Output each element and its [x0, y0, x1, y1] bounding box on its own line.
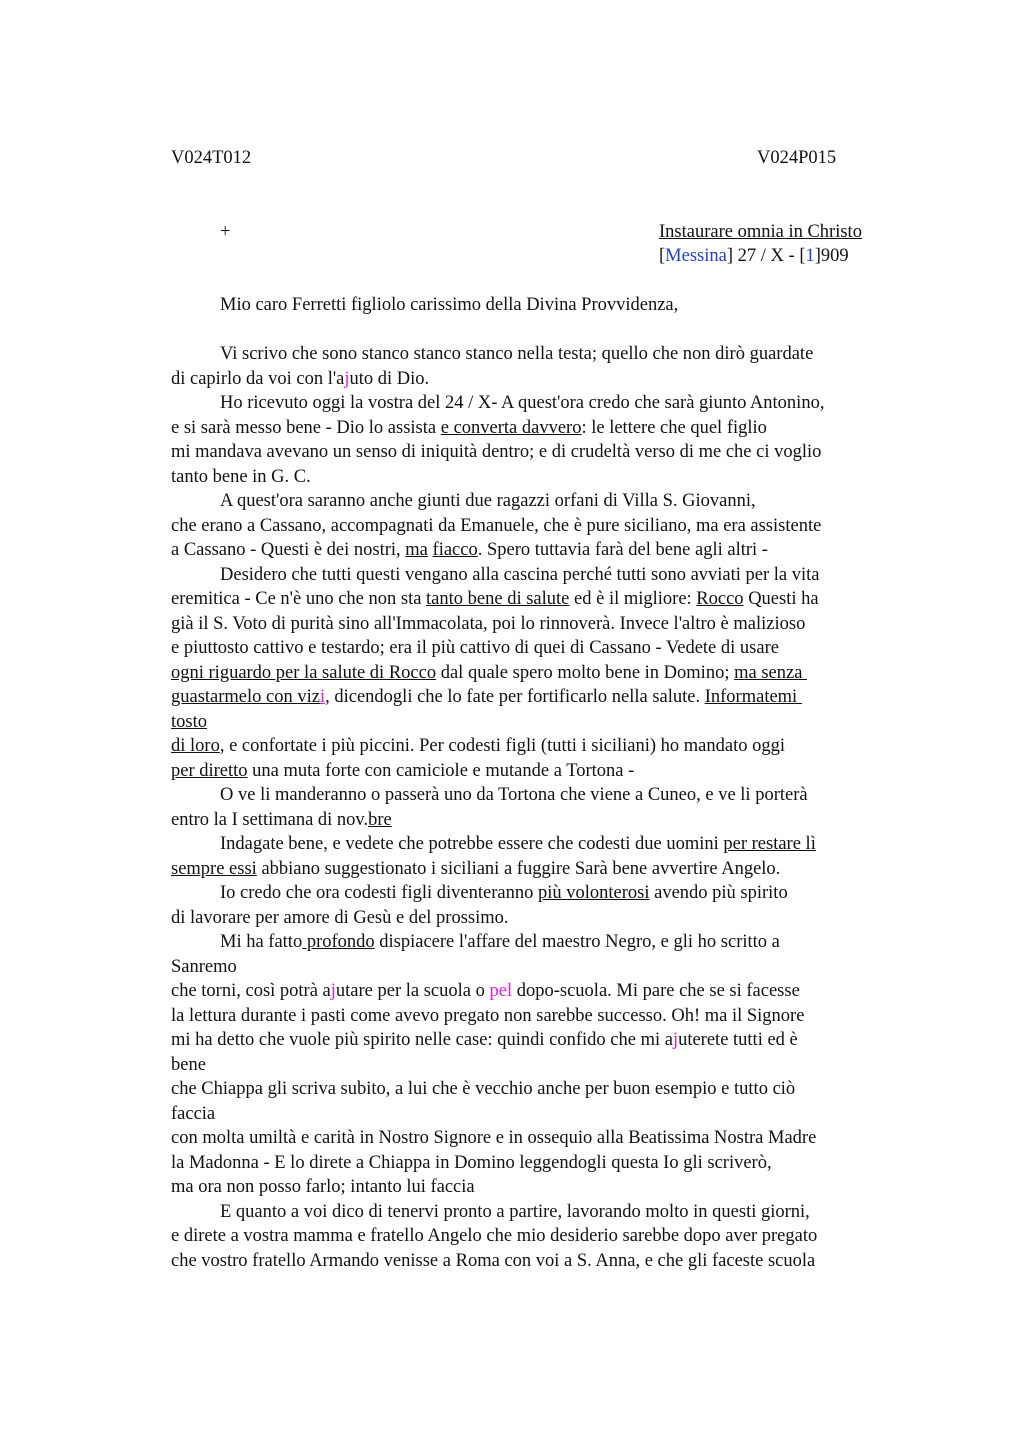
cross-symbol: + — [220, 222, 231, 242]
body-line — [171, 661, 911, 686]
underlined-text: guastarmelo con viz — [171, 687, 320, 707]
body-line: O ve li manderanno o passerà uno da Tortona che viene a Cuneo, e ve li porterà — [220, 785, 808, 805]
letterhead-motto: Instaurare omnia in Christo — [659, 222, 862, 242]
letter-body — [171, 342, 911, 1273]
body-line — [171, 832, 911, 857]
body-line — [171, 979, 911, 1004]
text: . Spero tuttavia farà del bene agli altri - — [477, 540, 768, 560]
text: entro la I settimana di nov. — [171, 809, 369, 830]
text: abbiano suggestionato i siciliani a fuggire Sarà bene avvertire Angelo. — [256, 858, 781, 879]
body-line: bene — [171, 1054, 206, 1075]
body-line — [171, 367, 911, 392]
correction-mark: pel — [489, 981, 513, 1001]
text: Io credo che ora codesti figli diventeranno — [220, 883, 538, 903]
body-line: con molta umiltà e carità in Nostro Signore e in ossequio alla Beatissima Nostra Madre — [171, 1128, 817, 1148]
year-digit: 1 — [805, 246, 815, 266]
body-line: Desidero che tutti questi vengano alla cascina perché tutti sono avviati per la vita — [220, 564, 820, 585]
text: Mi ha fatto — [220, 932, 303, 952]
body-line — [171, 538, 911, 563]
underlined-text: sempre essi — [171, 858, 257, 879]
text: una muta forte con camiciole e mutande a Tortona - — [247, 760, 635, 781]
text: Questi ha — [743, 589, 819, 609]
body-line — [171, 930, 911, 955]
underlined-text: tanto bene di salute — [426, 589, 570, 609]
text: Indagate bene, e vedete che potrebbe essere che codesti due uomini — [220, 834, 724, 854]
text: dispiacere l'affare del maestro Negro, e gli ho scritto a — [374, 932, 780, 952]
body-line — [171, 857, 911, 882]
place-name: Messina — [665, 246, 727, 266]
text: uto di Dio. — [349, 368, 430, 389]
text: avendo più spirito — [649, 883, 788, 903]
body-line: che erano a Cassano, accompagnati da Emanuele, che è pure siciliano, ma era assistente — [171, 515, 822, 536]
place-date: [Messina] 27 / X - [1]909 — [659, 246, 849, 266]
document-code-right: V024P015 — [757, 148, 837, 168]
text: che torni, così potrà a — [171, 981, 331, 1001]
text: e si sarà messo bene - Dio lo assista — [171, 417, 441, 438]
text: mi ha detto che vuole più spirito nelle case: quindi confido che mi a — [171, 1030, 673, 1050]
body-line: A quest'ora saranno anche giunti due ragazzi orfani di Villa S. Giovanni, — [220, 491, 756, 511]
text: dopo-scuola. Mi pare che se si facesse — [512, 981, 800, 1001]
text: , e confortate i più piccini. Per codesti figli (tutti i siciliani) ho mandato oggi — [219, 736, 785, 756]
body-line: che vostro fratello Armando venisse a Roma con voi a S. Anna, e che gli faceste scuola — [171, 1250, 816, 1271]
text: di capirlo da voi con l'a — [171, 368, 345, 389]
body-line: ma ora non posso farlo; intanto lui faccia — [171, 1177, 475, 1197]
body-line: Sanremo — [171, 956, 237, 977]
body-line: già il S. Voto di purità sino all'Immacolata, poi lo rinnoverà. Invece l'altro è malizioso — [171, 613, 806, 634]
text: uterete tutti ed è — [678, 1030, 798, 1050]
underlined-text: fiacco — [432, 540, 478, 560]
text: utare per la scuola o — [335, 981, 490, 1001]
text: eremitica - Ce n'è uno che non sta — [171, 589, 427, 609]
underlined-text: Informatemi — [704, 687, 802, 707]
body-line — [171, 759, 911, 784]
date-part: 27 / X - — [737, 246, 800, 266]
body-line — [171, 416, 911, 441]
document-code-left: V024T012 — [171, 148, 252, 168]
underlined-text: per diretto — [171, 760, 248, 781]
underlined-text: ogni riguardo per la salute di Rocco — [171, 662, 437, 683]
salutation: Mio caro Ferretti figliolo carissimo della Divina Provvidenza, — [220, 295, 679, 315]
text: dal quale spero molto bene in Domino; — [436, 662, 735, 683]
body-line: Vi scrivo che sono stanco stanco stanco nella testa; quello che non dirò guardate — [220, 344, 814, 364]
underlined-text: e converta davvero — [440, 417, 582, 438]
year-rest: 909 — [820, 246, 849, 266]
text: a Cassano - Questi è dei nostri, — [171, 540, 406, 560]
underlined-text: ma senza — [734, 662, 808, 683]
body-line — [171, 881, 911, 906]
correction-mark: j — [672, 1030, 679, 1050]
body-line: tanto bene in G. C. — [171, 466, 311, 487]
body-line — [171, 685, 911, 710]
body-line: e piuttosto cattivo e testardo; era il più cattivo di quei di Cassano - Vedete di usare — [171, 638, 779, 658]
body-line — [171, 587, 911, 612]
body-line: la Madonna - E lo direte a Chiappa in Domino leggendogli questa Io gli scriverò, — [171, 1152, 772, 1173]
body-line: tosto — [171, 711, 207, 732]
correction-mark: j — [330, 981, 336, 1001]
body-line: e direte a vostra mamma e fratello Angelo che mio desiderio sarebbe dopo aver pregato — [171, 1226, 818, 1246]
body-line: che Chiappa gli scriva subito, a lui che è vecchio anche per buon esempio e tutto ciò — [171, 1079, 796, 1099]
underlined-text: ma — [405, 540, 428, 560]
text: , dicendogli che lo fate per fortificarlo nella salute. — [325, 687, 705, 707]
text: ed è il migliore: — [569, 589, 697, 609]
underlined-text: profondo — [302, 932, 375, 952]
body-line: di lavorare per amore di Gesù e del prossimo. — [171, 907, 509, 928]
body-line: faccia — [171, 1103, 216, 1124]
body-line: E quanto a voi dico di tenervi pronto a partire, lavorando molto in questi giorni, — [220, 1201, 810, 1222]
body-line — [171, 808, 911, 833]
underlined-text: per restare lì — [723, 834, 816, 854]
text: : le lettere che quel figlio — [581, 417, 767, 438]
underlined-text: Rocco — [696, 589, 744, 609]
underlined-text: bre — [368, 809, 392, 830]
body-line — [171, 1028, 911, 1053]
body-line: Ho ricevuto oggi la vostra del 24 / X- A quest'ora credo che sarà giunto Antonino, — [220, 393, 825, 413]
underlined-text: più volonterosi — [537, 883, 650, 903]
correction-mark: i — [319, 687, 326, 707]
correction-mark: j — [344, 368, 350, 389]
body-line — [171, 734, 911, 759]
underlined-text: di loro — [171, 736, 220, 756]
body-line: mi mandava avevano un senso di iniquità dentro; e di crudeltà verso di me che ci voglio — [171, 442, 822, 462]
body-line: la lettura durante i pasti come avevo pregato non sarebbe successo. Oh! ma il Signore — [171, 1005, 805, 1026]
